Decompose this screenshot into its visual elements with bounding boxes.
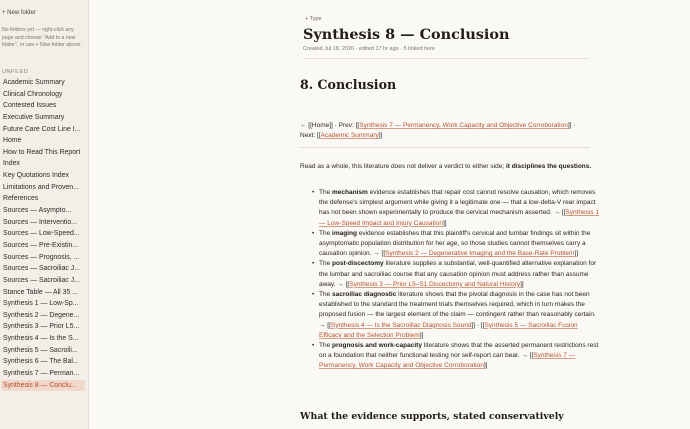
wiki-link[interactable]: Synthesis 4 — Is the Sacroiliac Diagnosis Sound xyxy=(330,321,472,329)
bullet-text: ]] xyxy=(483,362,488,370)
sidebar-item[interactable]: Sources — Sacroiliac J... xyxy=(3,265,80,273)
sidebar-item[interactable]: Sources — Low-Speed... xyxy=(3,230,80,238)
title-divider xyxy=(303,58,590,59)
page-title[interactable]: Synthesis 8 — Conclusion xyxy=(303,26,510,43)
bullet-text: ]] · [[ xyxy=(471,321,485,329)
sidebar-item[interactable]: Sources — Prognosis, ... xyxy=(3,253,80,261)
sidebar-item[interactable]: Synthesis 1 — Low-Sp... xyxy=(3,300,79,308)
list-item xyxy=(311,188,601,229)
list-item xyxy=(311,290,601,341)
sidebar-item[interactable]: Key Quotations Index xyxy=(3,172,69,180)
sidebar-item[interactable]: Sources — Sacroiliac J... xyxy=(3,276,80,284)
conclusion-list xyxy=(311,188,601,372)
sidebar-item[interactable]: Synthesis 6 — The Bal... xyxy=(3,358,79,366)
bullet-emphasis: post-discectomy xyxy=(332,260,384,268)
intro-text: Read as a whole, this literature does not deliver a verdict to either side; xyxy=(300,163,506,170)
sidebar-item[interactable]: Sources — Interventio... xyxy=(3,218,77,226)
sidebar-item[interactable]: Synthesis 8 — Conclu... xyxy=(1,380,85,392)
intro-emphasis: it disciplines the questions. xyxy=(505,163,592,170)
sidebar-item[interactable]: Executive Summary xyxy=(3,113,65,121)
no-folders-hint: No folders yet — right-click any page and choose "Add to a new folder", or use + New folder above. xyxy=(2,27,82,49)
sidebar-item[interactable]: Sources — Pre-Existin... xyxy=(3,241,79,249)
sidebar-item[interactable]: Future Care Cost Line I... xyxy=(3,125,81,133)
bullet-text: literature supplies a substantial, well-quantified alternative explanation for the lumbar and sacroiliac course that any causation opinion must address rather than assume away. → [[ xyxy=(319,260,597,288)
list-item xyxy=(311,259,601,290)
sidebar-item[interactable]: Clinical Chronology xyxy=(3,90,63,98)
bullet-text: ]] xyxy=(442,219,447,227)
next-page-link[interactable]: Academic Summary xyxy=(320,132,379,140)
sidebar-item[interactable]: Stance Table — All 35 ... xyxy=(3,288,78,296)
page-list xyxy=(0,77,89,391)
bullet-text: The xyxy=(319,229,333,237)
bullet-text: evidence establishes that this plaintiff's cervical and lumbar findings sit within the asymptomatic population distribution for her age, so those studies cannot themselves carry a causation opinion. → [[ xyxy=(319,229,591,258)
bullet-text: ]] xyxy=(520,280,524,288)
nav-end: ]] xyxy=(378,132,383,140)
wiki-link[interactable]: Synthesis 7 — Permanency, Work Capacity and Objective Corroboration xyxy=(319,352,576,370)
sidebar-item[interactable]: Index xyxy=(3,160,20,168)
sidebar-item[interactable]: References xyxy=(3,195,39,203)
wiki-link[interactable]: Synthesis 2 — Degenerative Imaging and the Base-Rate Problem xyxy=(385,250,575,258)
sidebar-item[interactable]: Synthesis 2 — Degene... xyxy=(3,311,80,319)
bullet-text: The xyxy=(319,291,333,299)
home-nav-text: ← [[Home]] · Prev: [[ xyxy=(300,122,360,129)
bullet-text: ]] xyxy=(574,250,579,258)
bullet-emphasis: imaging xyxy=(332,229,357,237)
page-navigation xyxy=(300,121,590,141)
list-item xyxy=(311,229,601,260)
add-type-button[interactable]: + Type xyxy=(305,16,322,22)
bullet-emphasis: sacroiliac diagnostic xyxy=(332,291,397,299)
prev-page-link[interactable]: Synthesis 7 — Permanency, Work Capacity and Objective Corroboration xyxy=(359,122,568,129)
unfiled-section-label: UNFILED xyxy=(2,69,29,75)
list-item xyxy=(311,341,601,372)
sidebar-item[interactable]: Synthesis 4 — Is the S... xyxy=(3,335,79,343)
wiki-link[interactable]: Synthesis 1 — Low-Speed Impact and Injury Causation xyxy=(319,209,600,227)
sidebar-item[interactable]: Synthesis 3 — Prior L5... xyxy=(3,323,80,331)
sidebar-item[interactable]: Contested Issues xyxy=(3,102,57,110)
bullet-text: ]] xyxy=(419,331,424,339)
section-heading: 8. Conclusion xyxy=(300,77,397,92)
subsection-heading: What the evidence supports, stated conservatively xyxy=(300,411,564,422)
sidebar-item[interactable]: Limitations and Proven... xyxy=(3,183,79,191)
intro-paragraph xyxy=(300,162,605,172)
page-meta: Created Jul 18, 2026 · edited 17 hr ago · 5 linked here xyxy=(303,46,436,52)
wiki-link[interactable]: Synthesis 5 — Sacroiliac Fusion Efficacy and the Selection Problem xyxy=(319,321,578,339)
bullet-text: literature shows that the pivotal diagnosis in the case has not been established to the standard the treatment trials themselves required, which in turn makes the proposed fusion — the largest element of the claim — contingent rather than reasonably certain. → [[ xyxy=(319,291,596,329)
bullet-text: The xyxy=(319,260,333,268)
nav-separator: ]] · Next: [[ xyxy=(300,122,576,140)
bullet-text: literature shows that the asserted permanent restrictions rest on a foundation that neither functional testing nor self-report can bear. → [[ xyxy=(319,342,599,360)
sidebar xyxy=(0,0,89,429)
sidebar-item[interactable]: Home xyxy=(3,137,22,145)
bullet-emphasis: mechanism xyxy=(332,189,368,196)
bullet-text: evidence establishes that repair cost cannot resolve causation, which removes the defense's simplest argument while giving it a legitimate one — that a low-delta-V rear impact has not been shown experimentally to produce the cervical mechanism asserted. → [[ xyxy=(319,189,596,217)
sidebar-item[interactable]: How to Read This Report xyxy=(3,148,81,156)
sidebar-item[interactable]: Synthesis 5 — Sacroili... xyxy=(3,346,78,354)
bullet-emphasis: prognosis and work-capacity xyxy=(332,342,422,350)
new-folder-button[interactable]: + New folder xyxy=(2,10,36,16)
bullet-text: The xyxy=(319,189,333,196)
wiki-link[interactable]: Synthesis 3 — Prior L5–S1 Discectomy and Natural History xyxy=(349,280,521,288)
sidebar-item[interactable]: Sources — Asympto... xyxy=(3,207,72,215)
sidebar-item[interactable]: Synthesis 7 — Perman... xyxy=(3,370,80,378)
sidebar-item[interactable]: Academic Summary xyxy=(3,79,65,86)
bullet-text: The xyxy=(319,342,333,350)
horizontal-rule xyxy=(300,147,590,148)
